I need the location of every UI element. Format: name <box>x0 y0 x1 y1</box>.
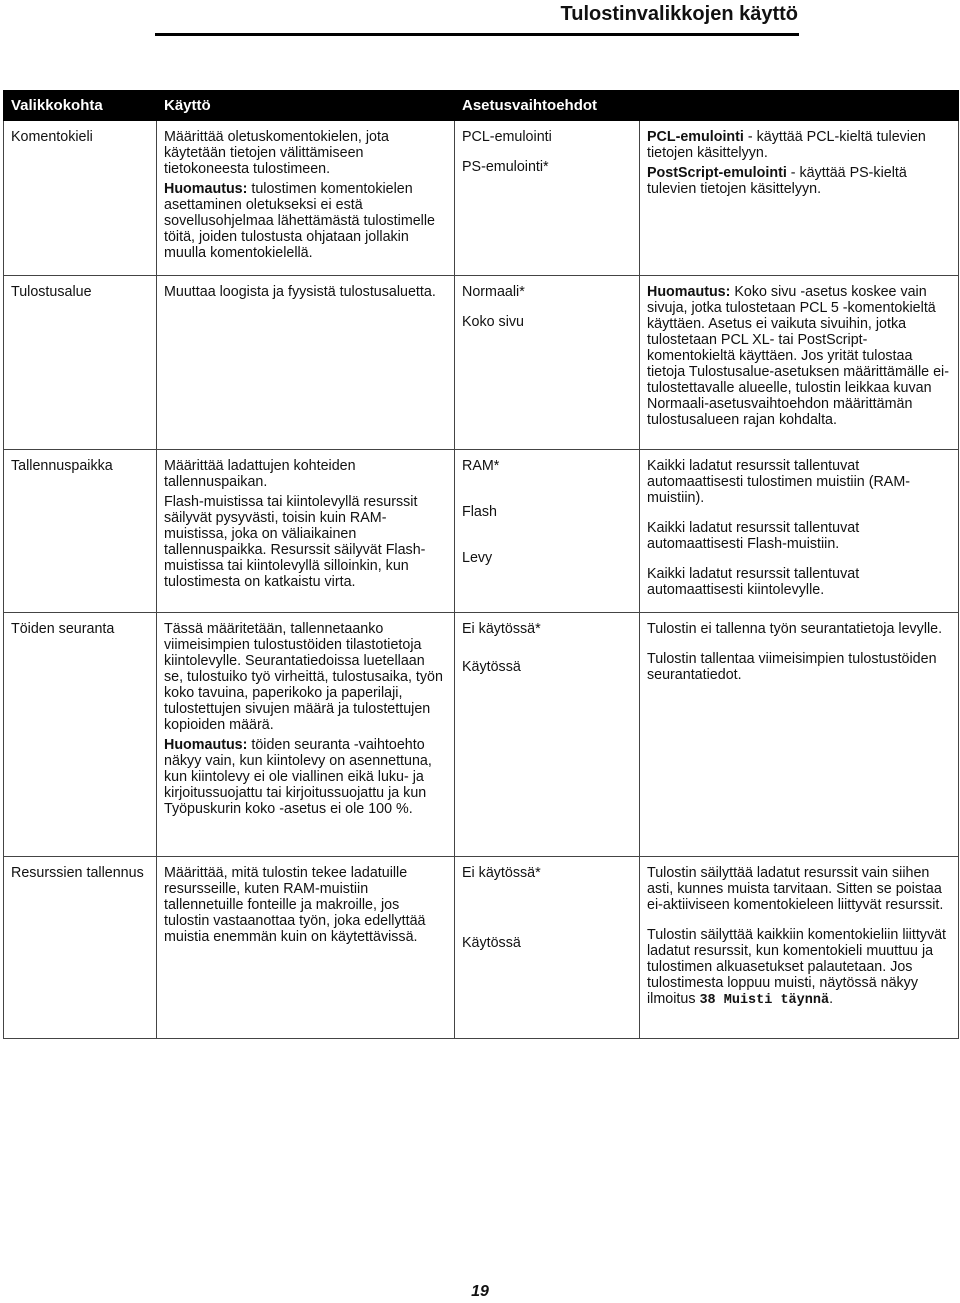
options-cell <box>455 613 640 857</box>
use-cell <box>157 450 455 613</box>
table-row <box>4 276 959 450</box>
options-cell <box>455 857 640 1039</box>
option-value: PCL-emulointi <box>462 129 552 145</box>
option-description: PCL-emulointi - käyttää PCL-kieltä tulevien tietojen käsittelyyn. <box>647 129 926 161</box>
table-row <box>4 450 959 613</box>
description-cell <box>640 613 959 857</box>
header-use: Käyttö <box>157 91 455 121</box>
item-cell: Tulostusalue <box>4 276 157 450</box>
use-text: Määrittää ladattujen kohteiden tallennuspaikan. <box>164 458 356 490</box>
header-item: Valikkokohta <box>4 91 157 121</box>
option-value: Ei käytössä* <box>462 621 541 637</box>
option-description: PostScript-emulointi - käyttää PS-kieltä tulevien tietojen käsittelyyn. <box>647 165 907 197</box>
note-text: Huomautus: töiden seuranta -vaihtoehto näkyy vain, kun kiintolevy on asennettuna, kun kiintolevy ei ole viallinen eikä luku- ja kirjoitussuojattu tai kirjoitussuojattu ja kun Työpuskurin koko -asetus ei ole 100 %. <box>164 737 432 817</box>
option-description: Tulostin säilyttää kaikkiin komentokieliin liittyvät ladatut resurssit, kun komentokieli muuttuu ja tulostimen alkuasetukset palautetaan. Jos tulostimesta loppuu muisti, näytössä näkyy ilmoitus 38 Muisti täynnä. <box>647 927 947 1008</box>
table-row <box>4 613 959 857</box>
options-cell <box>455 450 640 613</box>
option-value: Käytössä <box>462 935 521 951</box>
option-description: Kaikki ladatut resurssit tallentuvat automaattisesti tulostimen muistiin (RAM-muistiin). <box>647 458 910 506</box>
option-description: Kaikki ladatut resurssit tallentuvat automaattisesti Flash-muistiin. <box>647 520 860 552</box>
option-value: Ei käytössä* <box>462 865 541 881</box>
message-code: 38 Muisti täynnä <box>699 993 830 1008</box>
use-cell <box>157 857 455 1039</box>
option-value: PS-emulointi* <box>462 159 549 175</box>
use-cell <box>157 276 455 450</box>
menu-settings-table <box>3 90 959 1039</box>
table-header-row <box>4 91 959 121</box>
description-cell <box>640 450 959 613</box>
option-description: Tulostin ei tallenna työn seurantatietoja levylle. <box>647 621 943 637</box>
table-row <box>4 857 959 1039</box>
options-cell <box>455 276 640 450</box>
option-value: Normaali* <box>462 284 525 300</box>
item-cell: Töiden seuranta <box>4 613 157 857</box>
option-value: Flash <box>462 504 497 520</box>
description-cell <box>640 121 959 276</box>
option-value: Levy <box>462 550 493 566</box>
note-text: Huomautus: Koko sivu -asetus koskee vain sivuja, jotka tulostetaan PCL 5 -komentokieltä käyttäen. Asetus ei vaikuta sivuihin, jotka tulostetaan PCL XL- tai PostScript-komentokieltä käyttäen. Jos yrität tulostaa tietoja Tulostusalue-asetuksen määrittämälle ei-tulostettavalle alueelle, tulostin leikkaa kuvan Normaali-asetusvaihtoehdon määrittämän tulostusalueen rajan kohdalta. <box>647 284 949 428</box>
use-cell <box>157 613 455 857</box>
description-cell <box>640 857 959 1039</box>
note-text: Huomautus: tulostimen komentokielen asettaminen oletukseksi ei estä sovellusohjelmaa lähettämästä tulostimelle töitä, joiden tulostusta ohjataan jollakin muulla komentokielellä. <box>164 181 435 261</box>
option-value: Koko sivu <box>462 314 524 330</box>
option-description: Kaikki ladatut resurssit tallentuvat automaattisesti kiintolevylle. <box>647 566 860 598</box>
option-value: RAM* <box>462 458 500 474</box>
use-cell <box>157 121 455 276</box>
use-text: Määrittää oletuskomentokielen, jota käytetään tietojen välittämiseen tietokoneesta tulostimeen. <box>164 129 389 177</box>
description-cell <box>640 276 959 450</box>
use-text: Tässä määritetään, tallennetaanko viimeisimpien tulostustöiden tilastotietoja kiintolevylle. Seurantatiedoissa luetellaan se, tulostuiko työ virheittä, tulostusaika, työn koko tavuina, paperikoko ja paperilaji, tulostettujen sivujen määrä ja tulostettujen kopioiden määrä. <box>164 621 443 733</box>
table-row <box>4 121 959 276</box>
use-text: Määrittää, mitä tulostin tekee ladatuille resursseille, kuten RAM-muistiin tallennetuille fonteille ja makroille, jos tulostin vastaanottaa työn, joka edellyttää muistia enemmän kuin on käytettävissä. <box>164 865 426 945</box>
option-description: Tulostin tallentaa viimeisimpien tulostustöiden seurantatiedot. <box>647 651 937 683</box>
use-text: Muuttaa loogista ja fyysistä tulostusaluetta. <box>164 284 436 300</box>
use-text: Flash-muistissa tai kiintolevyllä resurssit säilyvät pysyvästi, toisin kuin RAM-muistissa, joka on väliaikainen tallennuspaikka. Resurssit säilyvät Flash-muistissa tai kiintolevyllä silloinkin, kun tulostimesta on katkaistu virta. <box>164 494 426 590</box>
options-cell <box>455 121 640 276</box>
page-title: Tulostinvalikkojen käyttö <box>560 3 798 25</box>
item-cell: Tallennuspaikka <box>4 450 157 613</box>
option-value: Käytössä <box>462 659 521 675</box>
item-cell: Komentokieli <box>4 121 157 276</box>
page-number: 19 <box>471 1283 489 1300</box>
title-rule <box>155 33 799 36</box>
item-cell: Resurssien tallennus <box>4 857 157 1039</box>
header-options: Asetusvaihtoehdot <box>455 91 959 121</box>
option-description: Tulostin säilyttää ladatut resurssit vain siihen asti, kunnes muista tarvitaan. Sitten se poistaa ei-aktiiviseen komentokieleen liittyvät resurssit. <box>647 865 944 913</box>
